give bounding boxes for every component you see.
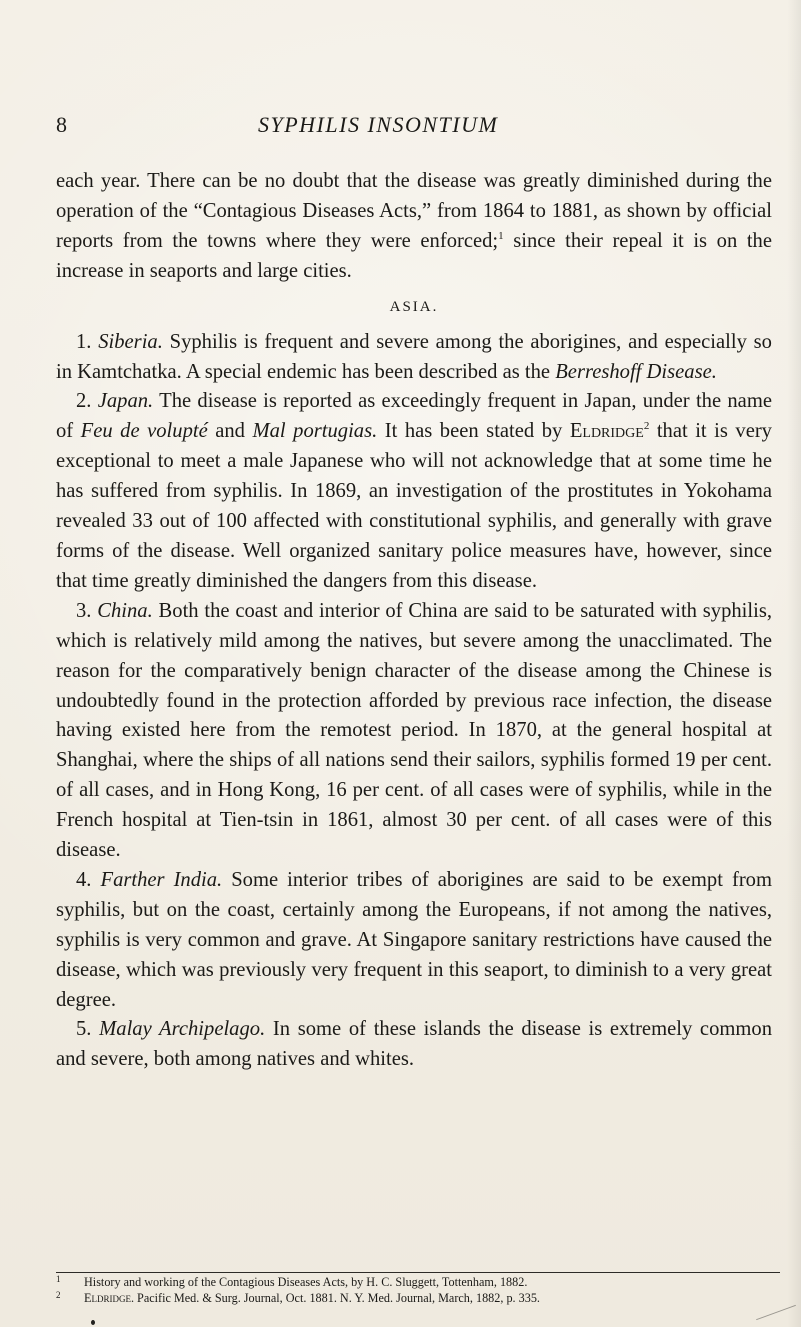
paragraph-text: that it is very exceptional to meet a male Japanese who will not acknowledge that at some time he has suffered from syphilis. In 1869, an investigation of the prostitutes in Yokohama revealed 33 out of 100 affected with constitutional syphilis, and generally with grave forms of the disease. Well organized sanitary police measures have, however, since that time greatly diminished the dangers from this disease. [56,420,772,592]
region-title: Japan. [97,390,154,413]
printed-dot [91,1320,95,1325]
paragraph-farther-india [56,866,772,1016]
disease-term: Feu de volupté [80,420,208,443]
paragraph-text: and [207,420,253,443]
footnotes [56,1274,780,1306]
author-name: Eldridge [569,420,644,443]
paragraph-text: In some of these islands the disease is extremely common and severe, both among natives and whites. [56,1018,772,1071]
main-text [56,167,772,1075]
paragraph-malay-archipelago [56,1015,772,1075]
paragraph-china [56,597,772,866]
running-title: SYPHILIS INSONTIUM [258,112,499,137]
paragraph-text: The disease is reported as exceedingly frequent in Japan, under the name of [56,390,772,443]
footnote-separator [56,1272,780,1273]
disease-term: Berreshoff Disease. [555,360,717,383]
region-title: Siberia. [98,330,163,353]
paragraph-text: Some interior tribes of aborigines are said to be exempt from syphilis, but on the coast, certainly among the Europeans, if not among the natives, syphilis is very common and grave. At Singapore sanitary restrictions have caused the disease, which was previously very frequent in this seaport, to diminish to a very great degree. [56,868,772,1011]
footnote-text: History and working of the Contagious Diseases Acts, by H. C. Sluggett, Tottenham, 1882. [84,1275,528,1289]
footnote-reference-1: 1 [498,229,504,242]
section-heading-asia: ASIA. [389,298,439,315]
item-number: 2. [76,390,92,413]
intro-text-part-2: since their repeal it is on the increase in seaports and large cities. [56,229,772,282]
footnote-author: Eldridge. [84,1291,134,1305]
footnote-reference-2: 2 [643,420,650,433]
region-title: Farther India. [100,868,223,891]
page-number: 8 [56,112,67,137]
region-title: Malay Archipelago. [99,1018,266,1041]
footnote-marker: 1 [56,1274,61,1284]
region-title: China. [97,599,153,622]
footnote-text: Pacific Med. & Surg. Journal, Oct. 1881. N. Y. Med. Journal, March, 1882, p. 335. [134,1291,540,1305]
page-edge-shadow [787,0,801,1327]
item-number: 3. [76,599,92,622]
disease-term: Mal portugias. [252,420,378,443]
paragraph-text: Both the coast and interior of China are said to be saturated with syphilis, which is relatively mild among the natives, but severe among the unacclimated. The reason for the comparatively benign character of the disease among the Chinese is undoubtedly found in the protection afforded by previous race infection, the disease having existed here from the remotest period. In 1870, at the general hospital at Shanghai, where the ships of all nations send their sailors, syphilis formed 19 per cent. of all cases, and in Hong Kong, 16 per cent. of all cases were of syphilis, while in the French hospital at Tien-tsin in 1861, almost 30 per cent. of all cases were of this disease. [56,599,772,862]
footnote-marker: 2 [56,1290,61,1300]
paragraph-text: It has been stated by [377,420,570,443]
paragraph-text: Syphilis is frequent and severe among the aborigines, and especially so in Kamtchatka. A special endemic has been described as the [56,330,772,383]
paragraph-siberia [56,328,772,388]
footnote-2 [56,1290,780,1306]
item-number: 1. [76,330,92,353]
intro-paragraph [56,167,772,287]
item-number: 4. [76,868,92,891]
paragraph-japan [56,387,772,596]
intro-text-part-1: each year. There can be no doubt that the disease was greatly diminished during the operation of the “Contagious Diseases Acts,” from 1864 to 1881, as shown by official reports from the towns where they were enforced; [56,170,772,252]
footnote-1 [56,1274,780,1290]
item-number: 5. [76,1018,92,1041]
running-head [0,112,801,146]
